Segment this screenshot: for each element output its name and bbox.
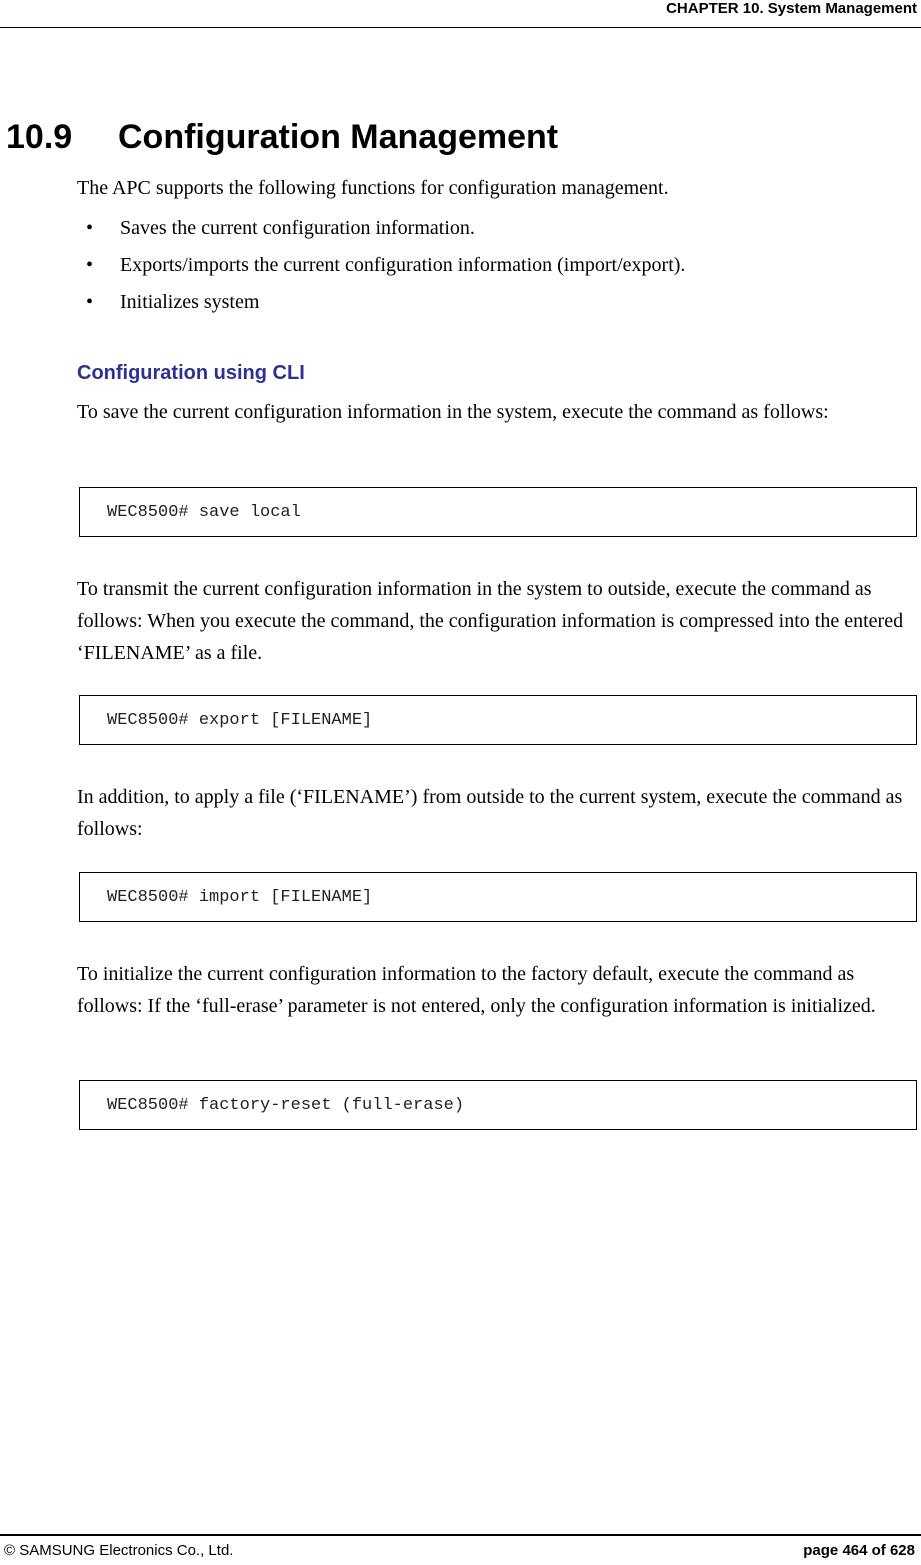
function-list (77, 210, 685, 321)
list-item (77, 247, 685, 284)
import-command-box: WEC8500# import [FILENAME] (79, 872, 917, 922)
section-title-text: Configuration Management (118, 118, 559, 156)
reset-command-box: WEC8500# factory-reset (full-erase) (79, 1080, 917, 1130)
list-item (77, 210, 685, 247)
import-paragraph: In addition, to apply a file (‘FILENAME’) from outside to the current system, execute the command as follows: (77, 786, 903, 840)
bullet-icon: • (86, 291, 94, 313)
list-item-text: Initializes system (120, 291, 260, 313)
subsection-heading: Configuration using CLI (77, 362, 305, 384)
reset-paragraph: To initialize the current configuration information to the factory default, execute the command as follows: If the ‘full-erase’ parameter is not entered, only the configuration information is initialized. (77, 963, 876, 1017)
list-item (77, 284, 685, 321)
footer-divider (0, 1534, 921, 1536)
section-title (6, 116, 558, 158)
export-command-box: WEC8500# export [FILENAME] (79, 695, 917, 745)
header-divider (0, 27, 921, 28)
footer-copyright: © SAMSUNG Electronics Co., Ltd. (4, 1542, 234, 1559)
section-number: 10.9 (6, 118, 73, 156)
list-item-text: Exports/imports the current configuration information (import/export). (120, 254, 686, 276)
bullet-icon: • (86, 254, 94, 276)
chapter-header: CHAPTER 10. System Management (666, 0, 917, 17)
export-paragraph: To transmit the current configuration information in the system to outside, execute the command as follows: When you execute the command, the configuration information is compressed into the entered ‘FILENAME’ as a file. (77, 578, 904, 664)
save-paragraph: To save the current configuration information in the system, execute the command as follows: (77, 401, 829, 423)
intro-paragraph: The APC supports the following functions for configuration management. (77, 177, 669, 199)
page-number: page 464 of 628 (803, 1542, 915, 1559)
list-item-text: Saves the current configuration information. (120, 217, 475, 239)
save-command-box: WEC8500# save local (79, 487, 917, 537)
bullet-icon: • (86, 217, 94, 239)
